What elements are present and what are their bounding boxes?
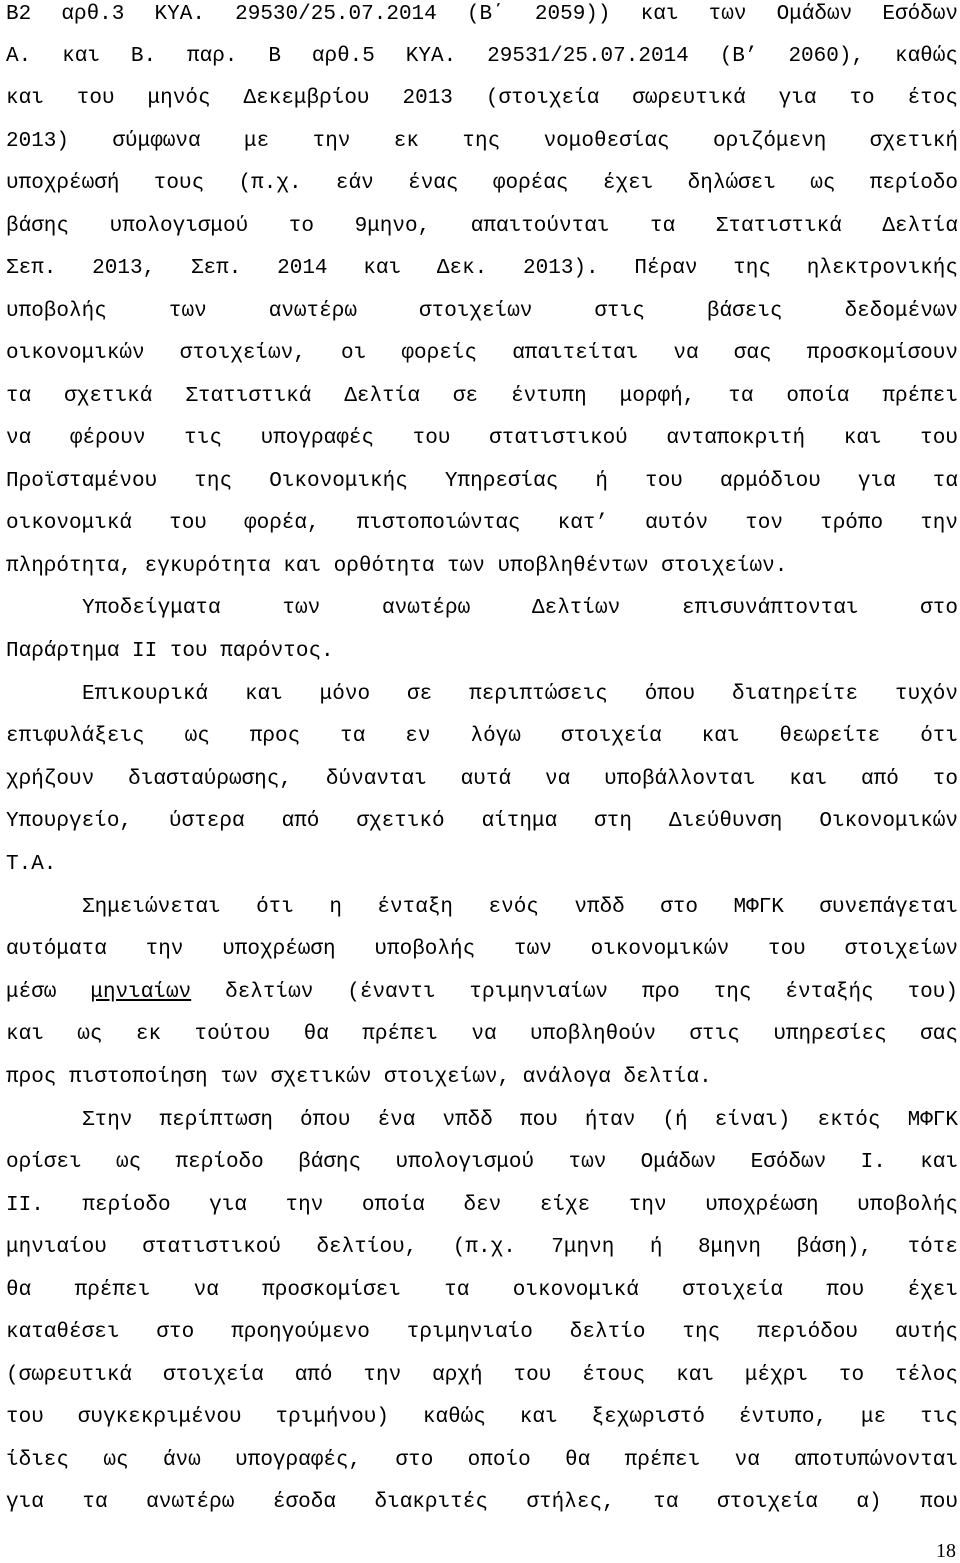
text-line: και του μηνός Δεκεμβρίου 2013 (στοιχεία σωρευτικά για το έτος: [6, 87, 958, 110]
text-line: θα πρέπει να προσκομίσει τα οικονομικά στοιχεία που έχει: [6, 1279, 958, 1302]
text-line: Τ.Α.: [6, 853, 57, 876]
text-run: δελτίων (έναντι τριμηνιαίων προ της ένταξής του): [191, 981, 958, 1004]
text-line: Σημειώνεται ότι η ένταξη ενός νπδδ στο ΜΦΓΚ συνεπάγεται: [82, 896, 958, 919]
text-line: Υποδείγματα των ανωτέρω Δελτίων επισυνάπτονται στο: [82, 597, 958, 620]
text-line: και ως εκ τούτου θα πρέπει να υποβληθούν στις υπηρεσίες σας: [6, 1023, 958, 1046]
text-line: μηνιαίου στατιστικού δελτίου, (π.χ. 7μηνη ή 8μηνη βάση), τότε: [6, 1236, 958, 1259]
text-line: αυτόματα την υποχρέωση υποβολής των οικονομικών του στοιχείων: [6, 938, 958, 961]
text-line: του συγκεκριμένου τριμήνου) καθώς και ξεχωριστό έντυπο, με τις: [6, 1406, 958, 1429]
text-line: ΙΙ. περίοδο για την οποία δεν είχε την υποχρέωση υποβολής: [6, 1194, 958, 1217]
text-line: υποβολής των ανωτέρω στοιχείων στις βάσεις δεδομένων: [6, 300, 958, 323]
page-number: 18: [936, 1540, 956, 1562]
text-line: βάσης υπολογισμού το 9μηνο, απαιτούνται τα Στατιστικά Δελτία: [6, 215, 958, 238]
text-line: καταθέσει στο προηγούμενο τριμηνιαίο δελτίο της περιόδου αυτής: [6, 1321, 958, 1344]
text-line: οικονομικά του φορέα, πιστοποιώντας κατ’ αυτόν τον τρόπο την: [6, 512, 958, 535]
text-line: 2013) σύμφωνα με την εκ της νομοθεσίας οριζόμενη σχετική: [6, 130, 958, 153]
text-line: (σωρευτικά στοιχεία από την αρχή του έτους και μέχρι το τέλος: [6, 1364, 958, 1387]
text-line: για τα ανωτέρω έσοδα διακριτές στήλες, τα στοιχεία α) που: [6, 1491, 958, 1514]
text-line: Β2 αρθ.3 ΚΥΑ. 29530/25.07.2014 (Β΄ 2059)) και των Ομάδων Εσόδων: [6, 3, 958, 26]
text-line: Παράρτημα ΙΙ του παρόντος.: [6, 640, 334, 663]
text-line: χρήζουν διασταύρωσης, δύνανται αυτά να υποβάλλονται και από το: [6, 768, 958, 791]
text-line: τα σχετικά Στατιστικά Δελτία σε έντυπη μορφή, τα οποία πρέπει: [6, 385, 958, 408]
text-line: οικονομικών στοιχείων, οι φορείς απαιτείται να σας προσκομίσουν: [6, 342, 958, 365]
underlined-word: μηνιαίων: [90, 981, 192, 1004]
text-line: Α. και Β. παρ. Β αρθ.5 ΚΥΑ. 29531/25.07.2014 (Β’ 2060), καθώς: [6, 45, 958, 68]
text-line: Υπουργείο, ύστερα από σχετικό αίτημα στη Διεύθυνση Οικονομικών: [6, 810, 958, 833]
text-line: υποχρέωσή τους (π.χ. εάν ένας φορέας έχει δηλώσει ως περίοδο: [6, 172, 958, 195]
text-line: [6, 978, 958, 1008]
text-line: προς πιστοποίηση των σχετικών στοιχείων, ανάλογα δελτία.: [6, 1066, 712, 1089]
text-line: ίδιες ως άνω υπογραφές, στο οποίο θα πρέπει να αποτυπώνονται: [6, 1449, 958, 1472]
text-line: Σεπ. 2013, Σεπ. 2014 και Δεκ. 2013). Πέραν της ηλεκτρονικής: [6, 257, 958, 280]
text-line: Προϊσταμένου της Οικονομικής Υπηρεσίας ή του αρμόδιου για τα: [6, 470, 958, 493]
text-line: Στην περίπτωση όπου ένα νπδδ που ήταν (ή είναι) εκτός ΜΦΓΚ: [82, 1109, 958, 1132]
text-line: ορίσει ως περίοδο βάσης υπολογισμού των Ομάδων Εσόδων Ι. και: [6, 1151, 958, 1174]
text-line: πληρότητα, εγκυρότητα και ορθότητα των υποβληθέντων στοιχείων.: [6, 555, 788, 578]
text-line: Επικουρικά και μόνο σε περιπτώσεις όπου διατηρείτε τυχόν: [82, 683, 958, 706]
text-run: μέσω: [6, 981, 91, 1004]
text-line: να φέρουν τις υπογραφές του στατιστικού ανταποκριτή και του: [6, 427, 958, 450]
text-line: επιφυλάξεις ως προς τα εν λόγω στοιχεία και θεωρείτε ότι: [6, 725, 958, 748]
